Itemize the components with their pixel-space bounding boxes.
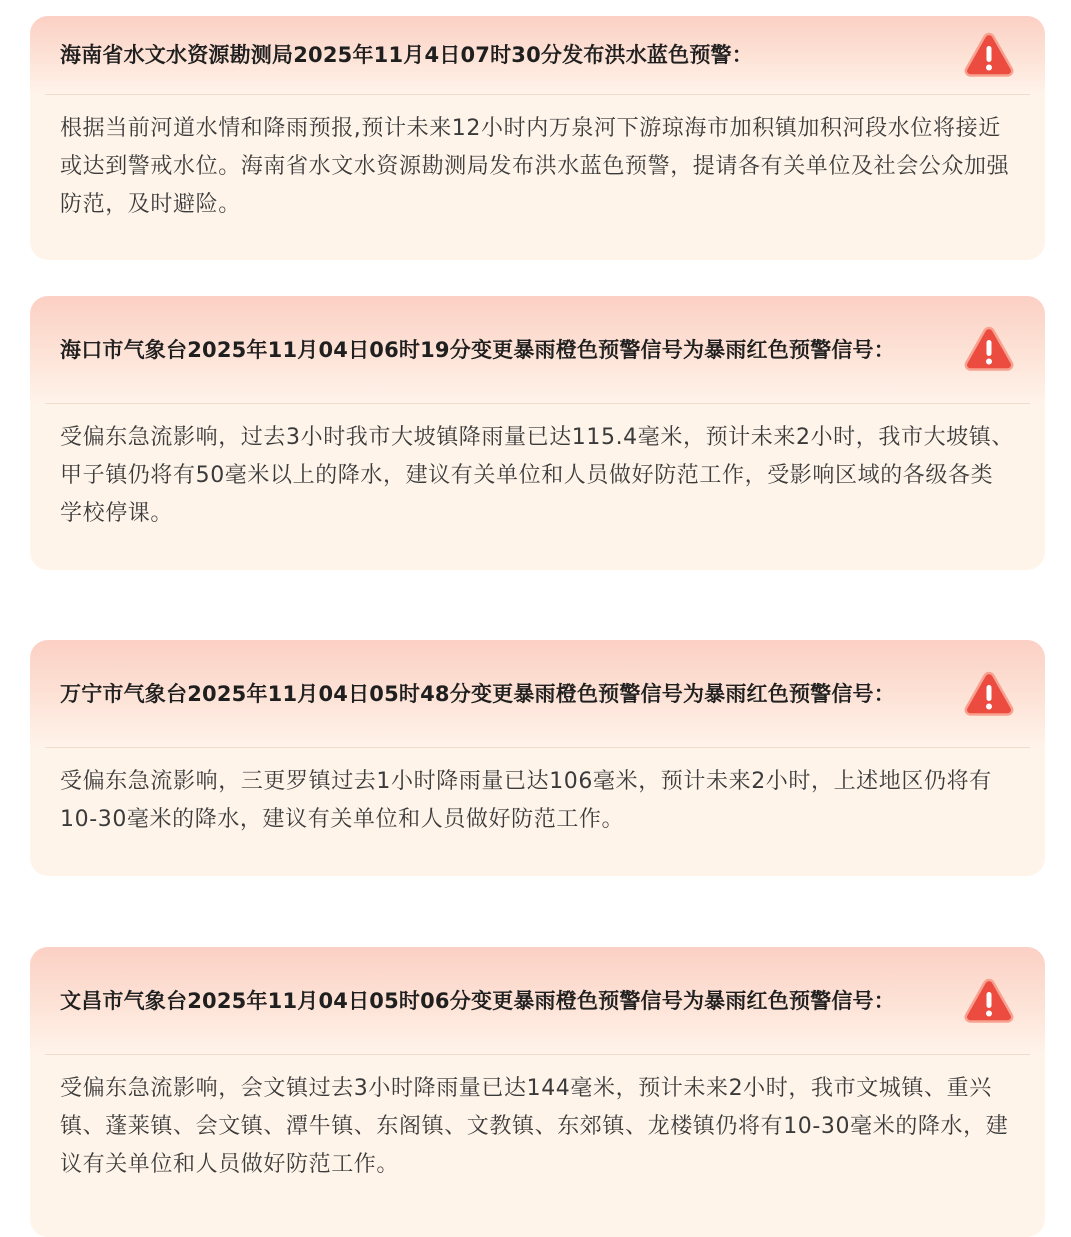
alert-card-header (30, 640, 1045, 747)
alert-title: 海南省水文水资源勘测局2025年11月4日07时30分发布洪水蓝色预警： (60, 43, 753, 67)
alert-title: 海口市气象台2025年11月04日06时19分变更暴雨橙色预警信号为暴雨红色预警信号： (60, 337, 895, 362)
warning-triangle-icon (963, 976, 1015, 1024)
alert-card-wenchang (30, 947, 1045, 1237)
alert-card-header (30, 16, 1045, 94)
alert-card-hydrology (30, 16, 1045, 260)
warning-triangle-icon (963, 324, 1015, 372)
alert-title: 万宁市气象台2025年11月04日05时48分变更暴雨橙色预警信号为暴雨红色预警信号： (60, 681, 895, 706)
alert-body: 受偏东急流影响，会文镇过去3小时降雨量已达144毫米，预计未来2小时，我市文城镇、重兴镇、蓬莱镇、会文镇、潭牛镇、东阁镇、文教镇、东郊镇、龙楼镇仍将有10-30毫米的降水，建议有关单位和人员做好防范工作。 (60, 1076, 1009, 1177)
alert-body: 根据当前河道水情和降雨预报,预计未来12小时内万泉河下游琼海市加积镇加积河段水位将接近或达到警戒水位。海南省水文水资源勘测局发布洪水蓝色预警，提请各有关单位及社会公众加强防范，及时避险。 (60, 116, 1010, 217)
alert-body: 受偏东急流影响，三更罗镇过去1小时降雨量已达106毫米，预计未来2小时，上述地区仍将有10-30毫米的降水，建议有关单位和人员做好防范工作。 (60, 769, 992, 832)
alert-card-haikou (30, 296, 1045, 570)
alert-card-header (30, 296, 1045, 403)
warning-triangle-icon (963, 669, 1015, 717)
alert-card-wanning (30, 640, 1045, 876)
alert-title: 文昌市气象台2025年11月04日05时06分变更暴雨橙色预警信号为暴雨红色预警信号： (60, 988, 895, 1013)
alert-card-header (30, 947, 1045, 1054)
warning-triangle-icon (963, 30, 1015, 78)
alert-body: 受偏东急流影响，过去3小时我市大坡镇降雨量已达115.4毫米，预计未来2小时，我市大坡镇、甲子镇仍将有50毫米以上的降水，建议有关单位和人员做好防范工作，受影响区域的各级各类学校停课。 (60, 425, 1014, 526)
